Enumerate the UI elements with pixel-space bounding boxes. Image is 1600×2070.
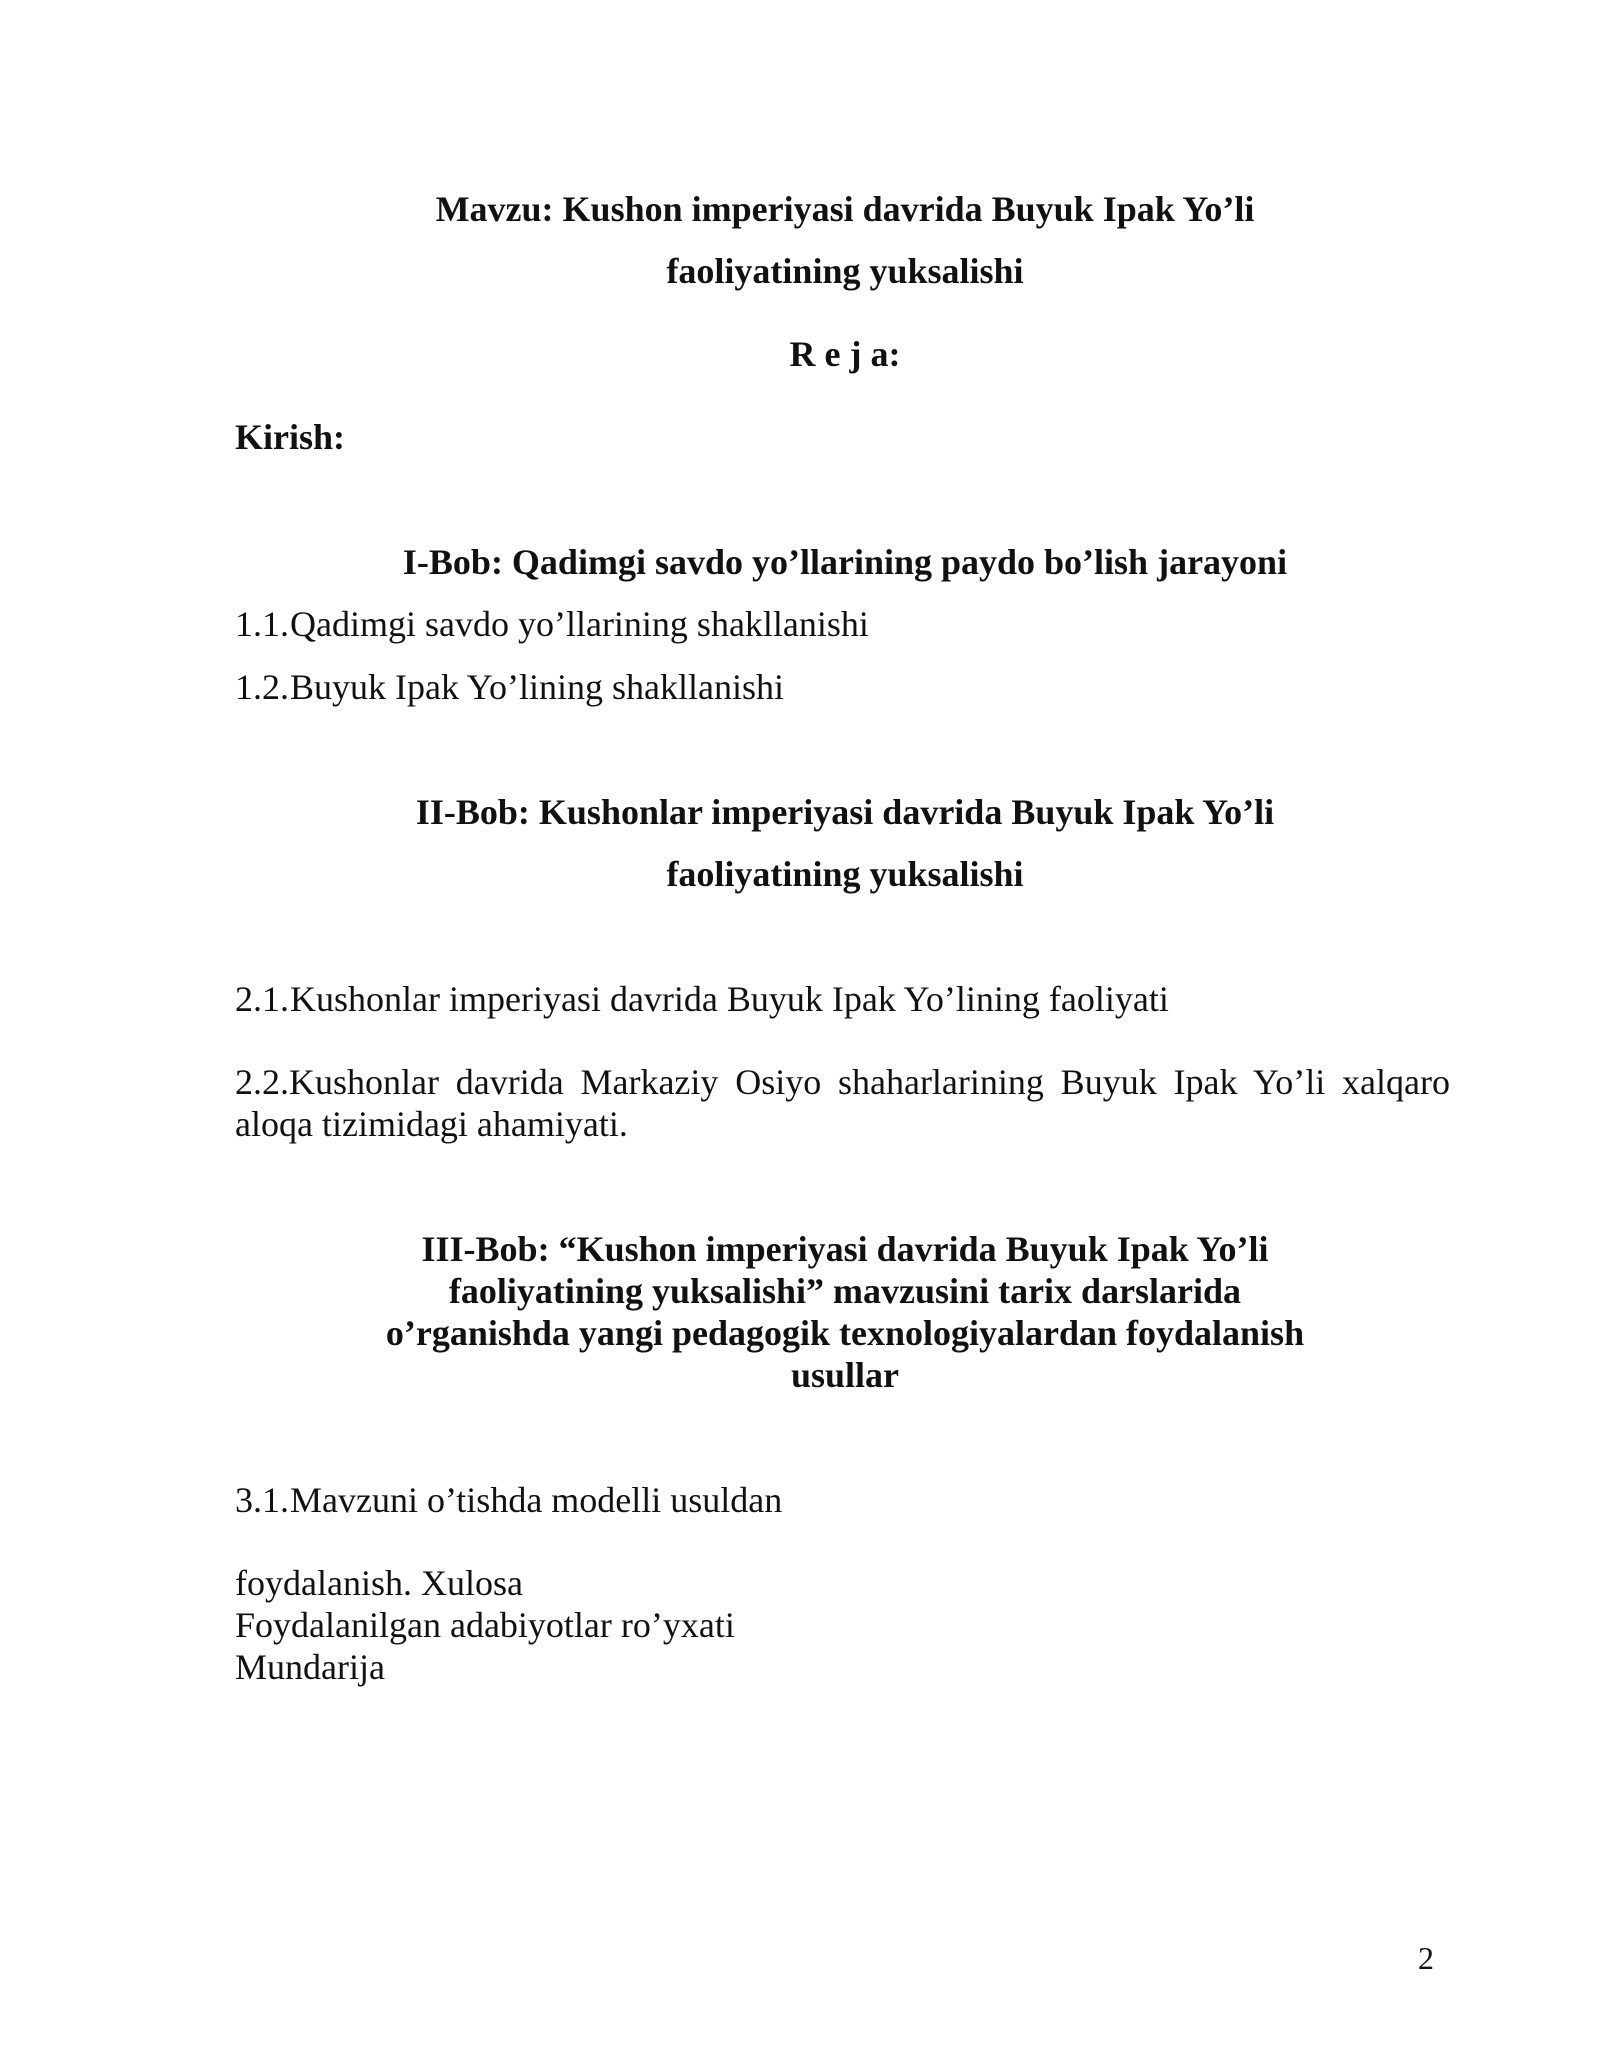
item-text: Mavzuni o’tishda modelli usuldan — [290, 1480, 783, 1520]
item-text: Buyuk Ipak Yo’lining shakllanishi — [290, 667, 785, 707]
item-number: 1.1. — [235, 604, 289, 644]
item-number: 2.2. — [235, 1062, 289, 1102]
chapter-1-heading: I-Bob: Qadimgi savdo yo’llarining paydo bo’lish jarayoni — [402, 542, 1288, 582]
chapter-2-item-1 — [235, 978, 1169, 1020]
closing-line-2: Foydalanilgan adabiyotlar ro’yxati — [235, 1605, 735, 1645]
page-number: 2 — [1418, 1940, 1434, 1976]
item-number: 2.1. — [235, 979, 289, 1019]
chapter-2-item-2-line-2: aloqa tizimidagi ahamiyati. — [235, 1104, 628, 1144]
closing-line-3: Mundarija — [235, 1647, 385, 1687]
chapter-1-item-2 — [235, 666, 784, 708]
chapter-3-heading-line-4: usullar — [790, 1355, 900, 1395]
chapter-2-heading-line-2: faoliyatining yuksalishi — [666, 854, 1024, 894]
chapter-3-heading-line-3: o’rganishda yangi pedagogik texnologiyalardan foydalanish — [385, 1313, 1305, 1353]
title-line-1: Mavzu: Kushon imperiyasi davrida Buyuk Ipak Yo’li — [435, 189, 1255, 229]
chapter-3-item-1 — [235, 1479, 782, 1521]
item-number: 3.1. — [235, 1480, 289, 1520]
chapter-3-heading-line-1: III-Bob: “Kushon imperiyasi davrida Buyuk Ipak Yo’li — [421, 1229, 1269, 1269]
chapter-2-heading-line-1: II-Bob: Kushonlar imperiyasi davrida Buyuk Ipak Yo’li — [415, 792, 1275, 832]
item-text-line-1: Kushonlar davrida Markaziy Osiyo shaharlarining Buyuk Ipak Yo’li xalqaro — [289, 1062, 1450, 1102]
plan-heading: R e j a: — [789, 334, 901, 374]
chapter-2-item-2 — [235, 1061, 1450, 1145]
closing-line-1: foydalanish. Xulosa — [235, 1563, 523, 1603]
item-number: 1.2. — [235, 667, 289, 707]
intro-heading: Kirish: — [235, 417, 346, 457]
item-text: Qadimgi savdo yo’llarining shakllanishi — [290, 604, 869, 644]
title-line-2: faoliyatining yuksalishi — [666, 251, 1024, 291]
chapter-1-item-1 — [235, 603, 869, 645]
chapter-3-heading-line-2: faoliyatining yuksalishi” mavzusini tarix darslarida — [448, 1271, 1242, 1311]
chapter-2-item-2-line-1 — [235, 1061, 1450, 1103]
item-text: Kushonlar imperiyasi davrida Buyuk Ipak Yo’lining faoliyati — [290, 979, 1169, 1019]
